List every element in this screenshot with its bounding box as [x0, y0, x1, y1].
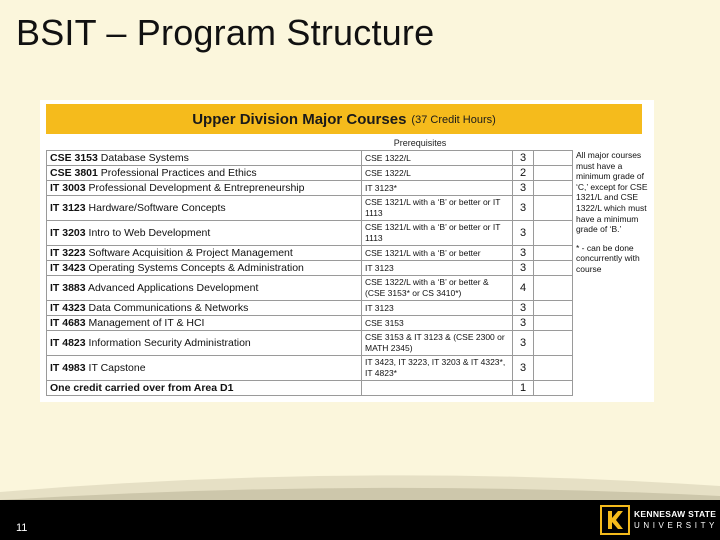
- blank-cell: [534, 356, 573, 381]
- table-row: [47, 261, 573, 276]
- logo-text: [634, 509, 718, 531]
- table-row: [47, 356, 573, 381]
- course-code: IT 3883: [50, 281, 86, 294]
- blank-cell: [534, 151, 573, 166]
- course-cell: [47, 181, 362, 196]
- table-row: [47, 166, 573, 181]
- blank-cell: [534, 301, 573, 316]
- table-header-hours: (37 Credit Hours): [411, 114, 496, 126]
- credits-cell: 3: [513, 316, 534, 331]
- course-table: [46, 150, 573, 396]
- final-row-label: One credit carried over from Area D1: [47, 381, 362, 396]
- table-row: [47, 196, 573, 221]
- table-row: [47, 221, 573, 246]
- course-cell: [47, 221, 362, 246]
- credits-cell: 3: [513, 181, 534, 196]
- blank-cell: [534, 261, 573, 276]
- course-cell: [47, 246, 362, 261]
- course-code: IT 3123: [50, 201, 86, 214]
- course-code: IT 4683: [50, 316, 86, 329]
- credits-cell: 2: [513, 166, 534, 181]
- credits-cell: 3: [513, 301, 534, 316]
- prereq-cell: IT 3423, IT 3223, IT 3203 & IT 4323*, IT 4823*: [362, 356, 513, 381]
- prereq-cell: CSE 3153 & IT 3123 & (CSE 2300 or MATH 2345): [362, 331, 513, 356]
- logo-line1: KENNESAW STATE: [633, 509, 717, 519]
- course-code: CSE 3153: [50, 151, 98, 164]
- course-name: Information Security Administration: [88, 336, 251, 349]
- course-code: IT 4823: [50, 336, 86, 349]
- prerequisites-label: Prerequisites: [393, 138, 447, 148]
- blank-cell: [534, 181, 573, 196]
- slide-title: BSIT – Program Structure: [16, 12, 435, 53]
- prereq-cell: CSE 3153: [362, 316, 513, 331]
- notes-column: [576, 150, 652, 275]
- prereq-cell: CSE 1321/L with a ‘B’ or better or IT 1113: [362, 221, 513, 246]
- prereq-cell: [362, 381, 513, 396]
- course-name: Professional Development & Entrepreneurship: [88, 181, 305, 194]
- prereq-cell: CSE 1322/L: [362, 151, 513, 166]
- blank-cell: [534, 276, 573, 301]
- course-cell: [47, 261, 362, 276]
- prereq-cell: IT 3123*: [362, 181, 513, 196]
- table-row: [47, 381, 573, 396]
- course-cell: [47, 331, 362, 356]
- credits-cell: 3: [513, 331, 534, 356]
- credits-cell: 3: [513, 221, 534, 246]
- course-name: Advanced Applications Development: [87, 281, 259, 294]
- table-row: [47, 246, 573, 261]
- table-row: [47, 181, 573, 196]
- prereq-cell: CSE 1322/L with a ‘B’ or better & (CSE 3153* or CS 3410*): [362, 276, 513, 301]
- prereq-cell: IT 3123: [362, 301, 513, 316]
- blank-cell: [534, 331, 573, 356]
- grade-requirement-note: All major courses must have a minimum grade of ‘C,’ except for CSE 1321/L and CSE 1322/L which must have a minimum grade of ‘B.’: [576, 150, 648, 235]
- blank-cell: [534, 381, 573, 396]
- blank-cell: [534, 196, 573, 221]
- course-name: IT Capstone: [88, 361, 146, 374]
- credits-cell: 1: [513, 381, 534, 396]
- table-row: [47, 316, 573, 331]
- blank-cell: [534, 316, 573, 331]
- table-row: [47, 151, 573, 166]
- prereq-cell: CSE 1322/L: [362, 166, 513, 181]
- credits-cell: 3: [513, 151, 534, 166]
- course-name: Software Acquisition & Project Management: [88, 246, 293, 259]
- course-code: IT 4323: [50, 301, 86, 314]
- ksu-emblem-icon: [600, 505, 630, 535]
- course-name: Intro to Web Development: [88, 226, 211, 239]
- course-cell: [47, 316, 362, 331]
- course-name: Data Communications & Networks: [88, 301, 249, 314]
- logo-line2: UNIVERSITY: [633, 521, 718, 530]
- table-row: [47, 301, 573, 316]
- course-name: Operating Systems Concepts & Administration: [88, 261, 304, 274]
- course-name: Database Systems: [100, 151, 189, 164]
- course-cell: [47, 166, 362, 181]
- course-cell: [47, 356, 362, 381]
- prereq-cell: CSE 1321/L with a ‘B’ or better or IT 1113: [362, 196, 513, 221]
- table-header-title: Upper Division Major Courses: [192, 110, 407, 128]
- course-cell: [47, 301, 362, 316]
- table-row: [47, 331, 573, 356]
- kennesaw-state-logo: [600, 505, 718, 535]
- prereq-cell: CSE 1321/L with a ‘B’ or better: [362, 246, 513, 261]
- credits-cell: 3: [513, 246, 534, 261]
- credits-cell: 3: [513, 261, 534, 276]
- course-name: Hardware/Software Concepts: [88, 201, 226, 214]
- blank-cell: [534, 166, 573, 181]
- course-name: Management of IT & HCI: [88, 316, 205, 329]
- course-cell: [47, 151, 362, 166]
- table-header-bar: [46, 104, 642, 134]
- blank-cell: [534, 221, 573, 246]
- course-code: IT 3223: [50, 246, 86, 259]
- course-table-panel: [40, 100, 654, 402]
- concurrent-note: * - can be done concurrently with course: [576, 242, 640, 274]
- course-code: IT 4983: [50, 361, 86, 374]
- credits-cell: 3: [513, 356, 534, 381]
- credits-cell: 4: [513, 276, 534, 301]
- course-code: IT 3003: [50, 181, 86, 194]
- prereq-cell: IT 3123: [362, 261, 513, 276]
- blank-cell: [534, 246, 573, 261]
- table-row: [47, 276, 573, 301]
- credits-cell: 3: [513, 196, 534, 221]
- course-code: CSE 3801: [50, 166, 98, 179]
- page-number: 11: [16, 522, 28, 534]
- course-name: Professional Practices and Ethics: [100, 166, 257, 179]
- course-code: IT 3423: [50, 261, 86, 274]
- course-cell: [47, 196, 362, 221]
- course-code: IT 3203: [50, 226, 86, 239]
- course-cell: [47, 276, 362, 301]
